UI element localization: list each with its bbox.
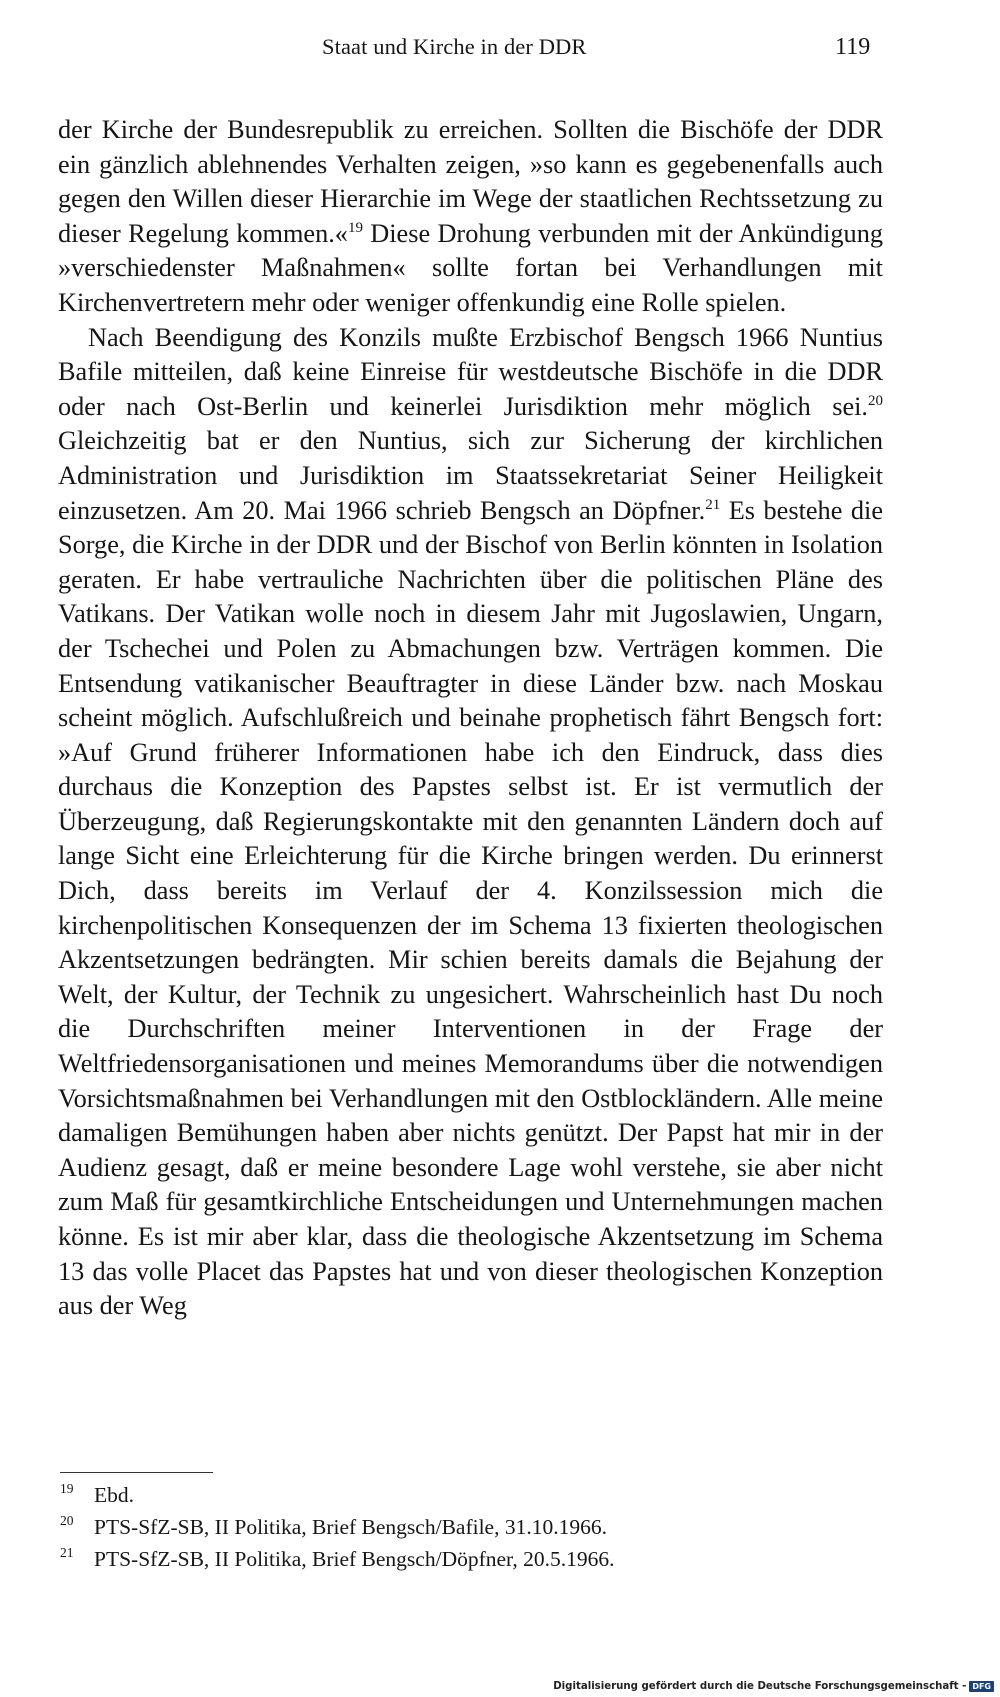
paragraph-2-text-a: Nach Beendigung des Konzils mußte Erzbischof Bengsch 1966 Nuntius Bafile mitteilen, daß keine Einreise für westdeutsche Bischöfe in die DDR oder nach Ost-Berlin und keinerlei Jurisdiktion mehr möglich sei. <box>58 322 883 421</box>
paragraph-2-text-c: Es bestehe die Sorge, die Kirche in der DDR und der Bischof von Berlin könnten in Isolation geraten. Er habe vertrauliche Nachrichten über die politischen Pläne des Vatikans. Der Vatikan wolle noch in diesem Jahr mit Jugoslawien, Ungarn, der Tschechei und Polen zu Abmachungen bzw. Verträgen kommen. Die Entsendung vatikanischer Beauftragter in diese Länder bzw. nach Moskau scheint möglich. Aufschlußreich und beinahe prophetisch fährt Bengsch fort: »Auf Grund früherer Informationen habe ich den Eindruck, dass dies durchaus die Konzeption des Papstes selbst ist. Er ist vermutlich der Überzeugung, daß Regierungskontakte mit den genannten Ländern doch auf lange Sicht eine Erleichterung für die Kirche bringen werden. Du erinnerst Dich, dass bereits im Verlauf der 4. Konzilssession mich die kirchenpolitischen Konsequenzen der im Schema 13 fixierten theologischen Akzentsetzungen bedrängten. Mir schien bereits damals die Bejahung der Welt, der Kultur, der Technik zu ungesichert. Wahrscheinlich hast Du noch die Durchschriften meiner Interventionen in der Frage der Weltfriedensorganisationen und meines Memorandums über die notwendigen Vorsichtsmaßnahmen bei Verhandlungen mit den Ostblockländern. Alle meine damaligen Bemühungen haben aber nichts genützt. Der Papst hat mir in der Audienz gesagt, daß er meine besondere Lage wohl verstehe, sie aber nicht zum Maß für gesamtkirchliche Entscheidungen und Unternehmungen machen könne. Es ist mir aber klar, dass die theologische Akzentsetzung im Schema 13 das volle Placet das Papstes hat und von dieser theologischen Konzeption aus der Weg <box>58 495 884 1321</box>
page-number: 119 <box>835 34 871 60</box>
paragraph-2 <box>58 321 883 1324</box>
footnote-text: PTS-SfZ-SB, II Politika, Brief Bengsch/Bafile, 31.10.1966. <box>94 1515 607 1539</box>
credit-text: Digitalisierung gefördert durch die Deutsche Forschungsgemeinschaft - <box>553 1681 967 1692</box>
footnote-separator <box>60 1472 213 1473</box>
digitization-credit <box>553 1681 994 1692</box>
footnote-number: 21 <box>60 1545 74 1560</box>
footnote-number: 19 <box>60 1481 74 1496</box>
footnote-text: Ebd. <box>94 1483 135 1507</box>
footnote-20 <box>60 1511 880 1543</box>
running-title: Staat und Kirche in der DDR <box>322 34 587 59</box>
footnote-text: PTS-SfZ-SB, II Politika, Brief Bengsch/Döpfner, 20.5.1966. <box>94 1547 615 1571</box>
running-head <box>0 34 1000 68</box>
footnote-number: 20 <box>60 1513 74 1528</box>
footnote-ref-20[interactable]: 20 <box>868 392 883 409</box>
footnotes <box>60 1479 880 1575</box>
footnote-21 <box>60 1543 880 1575</box>
paragraph-1 <box>58 113 883 321</box>
footnote-ref-19[interactable]: 19 <box>347 219 363 236</box>
paragraph-2-text-b: Gleichzeitig bat er den Nuntius, sich zur Sicherung der kirchlichen Administration und Jurisdiktion im Staatssekretariat Seiner Heiligkeit einzusetzen. Am 20. Mai 1966 schrieb Bengsch an Döpfner. <box>58 426 883 525</box>
body-text <box>58 113 883 1324</box>
footnote-ref-21[interactable]: 21 <box>705 496 721 513</box>
paragraph-1-text-b: Diese Drohung verbunden mit der Ankündigung »verschiedenster Maßnahmen« sollte fortan bei Verhandlungen mit Kirchenvertretern mehr oder weniger offenkundig eine Rolle spielen. <box>58 218 883 317</box>
paragraph-1-text-a: der Kirche der Bundesrepublik zu erreichen. Sollten die Bischöfe der DDR ein gänzlich ablehnendes Verhalten zeigen, »so kann es gegebenenfalls auch gegen den Willen dieser Hierarchie im Wege der staatlichen Rechtssetzung zu dieser Regelung kommen.« <box>58 115 883 248</box>
footnote-19 <box>60 1479 880 1511</box>
dfg-logo: DFG <box>969 1681 994 1692</box>
